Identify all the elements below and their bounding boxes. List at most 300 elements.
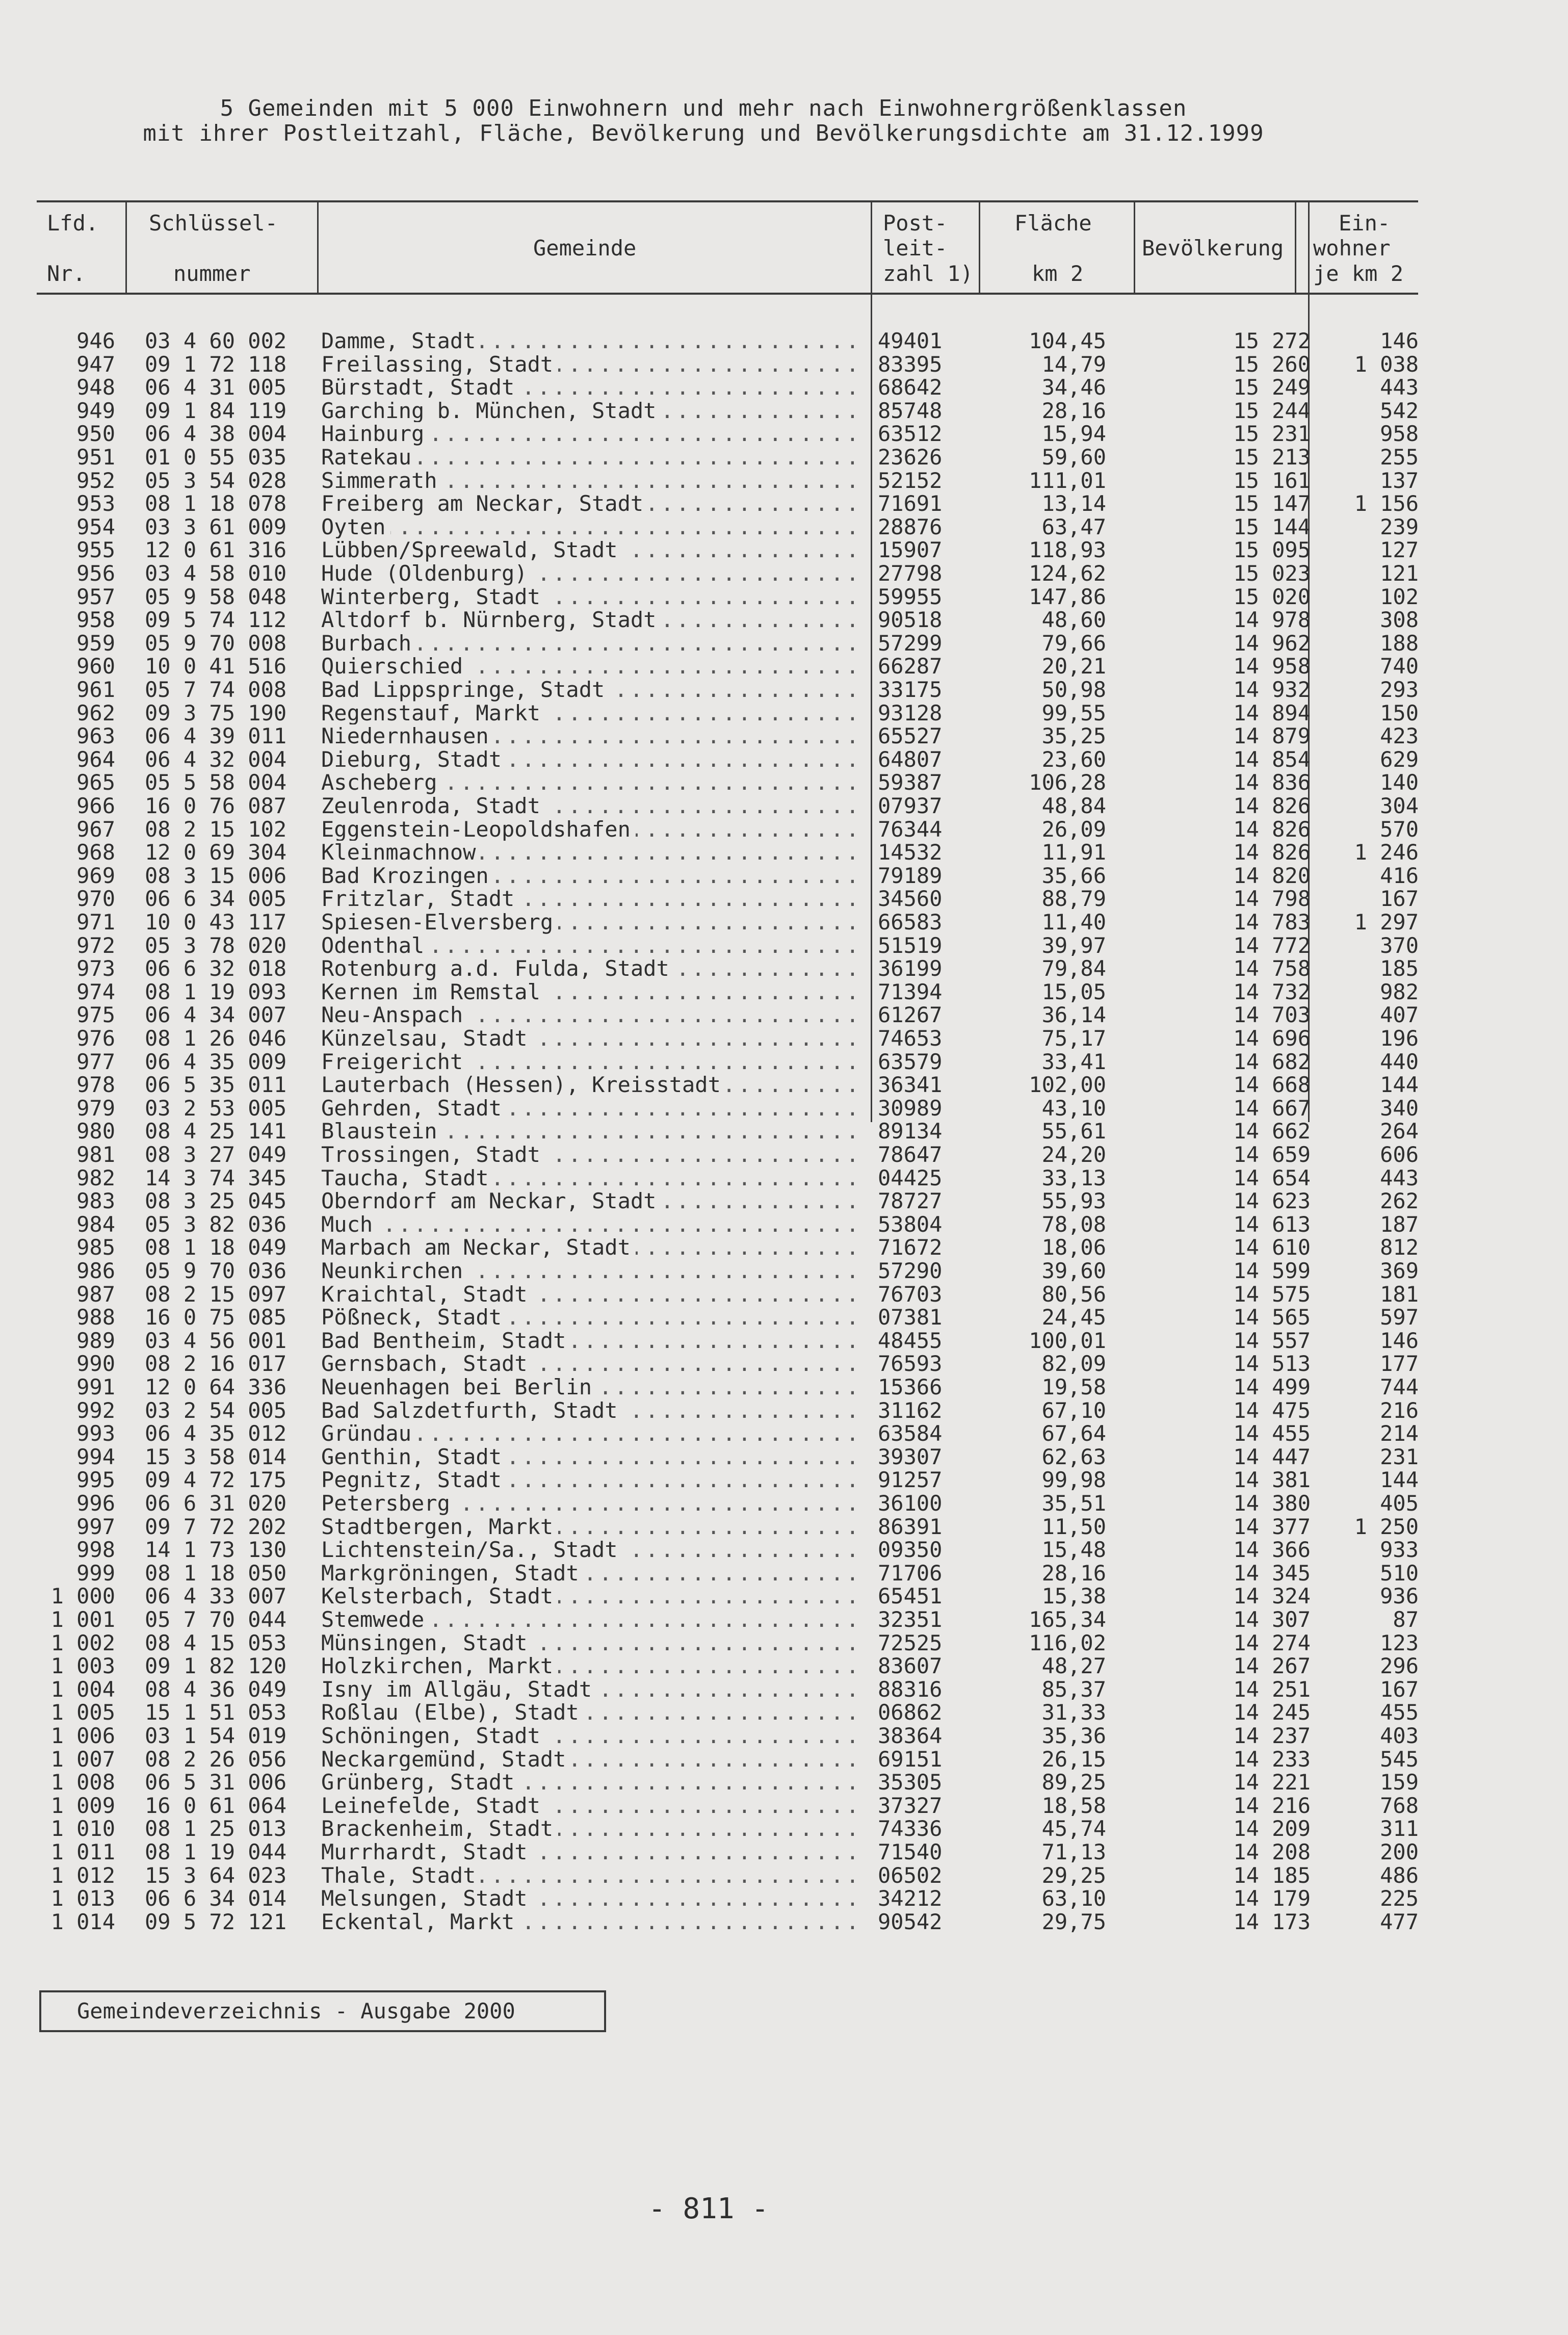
population-density: 369 [1380,1258,1419,1283]
population: 15 249 [1233,375,1311,400]
postal-code: 38364 [878,1723,943,1748]
header-key-1: Schlüssel- [149,211,278,236]
municipality-key: 05 9 70 036 [145,1258,287,1283]
municipality-name: Odenthal [321,934,429,957]
table-row [0,1492,1568,1515]
municipality-name: Gründau [321,1422,416,1445]
row-number: 1 009 [50,1793,115,1818]
postal-code: 15907 [878,537,943,563]
table-row [0,1562,1568,1585]
municipality-name: Neunkirchen [321,1259,468,1283]
area-km2: 20,21 [1041,654,1106,679]
area-km2: 104,45 [1029,328,1106,353]
area-km2: 11,91 [1041,840,1106,865]
table-row [0,1399,1568,1422]
municipality-name: Kelsterbach, Stadt [321,1585,558,1608]
municipality-key: 05 3 82 036 [145,1211,287,1237]
table-row [0,1422,1568,1445]
row-number: 997 [76,1514,115,1539]
postal-code: 31162 [878,1397,943,1423]
municipality-name-cell [321,748,861,771]
population: 14 251 [1233,1676,1311,1702]
municipality-name-cell [321,446,861,469]
municipality-name: Much [321,1213,378,1236]
population: 14 820 [1233,863,1311,888]
postal-code: 34560 [878,886,943,912]
area-km2: 67,64 [1041,1421,1106,1446]
municipality-key: 03 2 54 005 [145,1397,287,1423]
municipality-name: Eckental, Markt [321,1910,519,1934]
municipality-key: 06 5 35 011 [145,1072,287,1098]
postal-code: 71394 [878,979,943,1004]
postal-code: 07381 [878,1305,943,1330]
population: 14 659 [1233,1142,1311,1167]
population-density: 239 [1380,514,1419,539]
population: 15 260 [1233,351,1311,377]
header-name: Gemeinde [533,236,637,261]
row-number: 999 [76,1560,115,1586]
municipality-key: 09 1 72 118 [145,351,287,377]
municipality-key: 08 1 19 093 [145,979,287,1004]
row-number: 987 [76,1281,115,1307]
municipality-key: 03 4 56 001 [145,1328,287,1353]
municipality-key: 05 3 54 028 [145,468,287,493]
header-bottom-rule [37,293,1418,295]
municipality-name-cell [321,1724,861,1748]
municipality-key: 06 6 34 005 [145,886,287,912]
population-density: 440 [1380,1049,1419,1074]
row-number: 948 [76,375,115,400]
population: 14 978 [1233,607,1311,633]
area-km2: 23,60 [1041,746,1106,772]
postal-code: 71706 [878,1560,943,1586]
row-number: 1 013 [50,1886,115,1911]
population: 14 826 [1233,840,1311,865]
population-density: 982 [1380,979,1419,1004]
area-km2: 67,10 [1041,1397,1106,1423]
population: 15 023 [1233,561,1311,586]
row-number: 1 006 [50,1723,115,1748]
municipality-name: Dieburg, Stadt [321,748,507,771]
area-km2: 24,20 [1041,1142,1106,1167]
municipality-key: 03 4 58 010 [145,561,287,586]
municipality-key: 06 4 38 004 [145,421,287,447]
municipality-key: 09 7 72 202 [145,1514,287,1539]
municipality-name-cell [321,1608,861,1631]
population: 14 932 [1233,677,1311,702]
postal-code: 90518 [878,607,943,633]
population-density: 311 [1380,1816,1419,1841]
population: 14 185 [1233,1862,1311,1888]
municipality-name-cell [321,1306,861,1329]
page-number: - 811 - [648,2192,769,2225]
municipality-key: 16 0 75 085 [145,1305,287,1330]
area-km2: 85,37 [1041,1676,1106,1702]
table-row [0,422,1568,446]
area-km2: 50,98 [1041,677,1106,702]
population: 15 213 [1233,445,1311,470]
population-density: 121 [1380,561,1419,586]
row-number: 993 [76,1421,115,1446]
postal-code: 36341 [878,1072,943,1098]
municipality-name: Schöningen, Stadt [321,1724,545,1748]
table-row [0,608,1568,632]
population-density: 370 [1380,932,1419,958]
municipality-key: 08 1 19 044 [145,1839,287,1864]
postal-code: 65451 [878,1584,943,1609]
population: 14 610 [1233,1235,1311,1260]
population-density: 606 [1380,1142,1419,1167]
area-km2: 75,17 [1041,1026,1106,1051]
population-density: 768 [1380,1793,1419,1818]
area-km2: 35,66 [1041,863,1106,888]
postal-code: 33175 [878,677,943,702]
row-number: 1 007 [50,1746,115,1772]
municipality-name-cell [321,1585,861,1608]
table-row [0,841,1568,864]
row-number: 996 [76,1491,115,1516]
population-density: 262 [1380,1188,1419,1214]
municipality-name: Lichtenstein/Sa., Stadt [321,1538,623,1562]
postal-code: 85748 [878,398,943,423]
row-number: 983 [76,1188,115,1214]
municipality-name: Winterberg, Stadt [321,585,545,609]
row-number: 947 [76,351,115,377]
municipality-name: Pößneck, Stadt [321,1306,507,1329]
municipality-key: 06 6 34 014 [145,1886,287,1911]
postal-code: 68642 [878,375,943,400]
row-number: 962 [76,700,115,725]
area-km2: 55,93 [1041,1188,1106,1214]
postal-code: 71672 [878,1235,943,1260]
row-number: 986 [76,1258,115,1283]
postal-code: 63579 [878,1049,943,1074]
population: 15 020 [1233,584,1311,609]
municipality-key: 10 0 43 117 [145,910,287,935]
table-row [0,1236,1568,1259]
table-row [0,934,1568,957]
row-number: 1 011 [50,1839,115,1864]
municipality-key: 06 4 35 009 [145,1049,287,1074]
population-density: 744 [1380,1374,1419,1399]
population-density: 87 [1393,1607,1419,1632]
header-top-rule [37,200,1418,202]
municipality-key: 16 0 61 064 [145,1793,287,1818]
population: 14 654 [1233,1165,1311,1190]
row-number: 978 [76,1072,115,1098]
population-density: 933 [1380,1537,1419,1563]
table-row [0,980,1568,1004]
municipality-name: Gehrden, Stadt [321,1097,507,1120]
municipality-key: 12 0 64 336 [145,1374,287,1399]
population: 14 208 [1233,1839,1311,1864]
municipality-name-cell [321,1771,861,1794]
area-km2: 63,47 [1041,514,1106,539]
municipality-name: Spiesen-Elversberg [321,911,558,934]
municipality-name-cell [321,515,861,539]
header-area-2: km 2 [1032,261,1084,286]
population: 15 244 [1233,398,1311,423]
postal-code: 34212 [878,1886,943,1911]
postal-code: 57290 [878,1258,943,1283]
area-km2: 48,84 [1041,793,1106,818]
row-number: 950 [76,421,115,447]
population-density: 137 [1380,468,1419,493]
population: 14 455 [1233,1421,1311,1446]
municipality-name: Bürstadt, Stadt [321,376,519,399]
area-km2: 147,86 [1029,584,1106,609]
municipality-key: 09 1 84 119 [145,398,287,423]
municipality-key: 06 4 39 011 [145,723,287,749]
population-density: 102 [1380,584,1419,609]
postal-code: 83607 [878,1653,943,1679]
population: 15 095 [1233,537,1311,563]
population: 14 475 [1233,1397,1311,1423]
population-density: 150 [1380,700,1419,725]
area-km2: 24,45 [1041,1305,1106,1330]
area-km2: 63,10 [1041,1886,1106,1911]
row-number: 989 [76,1328,115,1353]
municipality-name: Künzelsau, Stadt [321,1027,533,1050]
municipality-name: Garching b. München, Stadt [321,399,661,423]
municipality-name-cell [321,980,861,1004]
population: 14 613 [1233,1211,1311,1237]
area-km2: 15,48 [1041,1537,1106,1563]
population: 14 879 [1233,723,1311,749]
table-row [0,724,1568,748]
population: 15 161 [1233,468,1311,493]
municipality-name: Marbach am Neckar, Stadt [321,1236,636,1259]
area-km2: 80,56 [1041,1281,1106,1307]
header-plz-1: Post- [883,211,948,236]
table-row [0,1306,1568,1329]
population-density: 403 [1380,1723,1419,1748]
municipality-name-cell [321,1492,861,1515]
municipality-key: 03 3 61 009 [145,514,287,539]
row-number: 953 [76,491,115,516]
municipality-name-cell [321,911,861,934]
population: 14 703 [1233,1002,1311,1028]
area-km2: 79,66 [1041,630,1106,656]
municipality-name: Grünberg, Stadt [321,1771,519,1794]
municipality-name: Regenstauf, Markt [321,702,545,725]
area-km2: 11,50 [1041,1514,1106,1539]
postal-code: 07937 [878,793,943,818]
population-density: 545 [1380,1746,1419,1772]
municipality-key: 08 1 26 046 [145,1026,287,1051]
municipality-key: 05 7 70 044 [145,1607,287,1632]
municipality-name-cell [321,1794,861,1818]
header-lfd-2: Nr. [47,261,86,286]
municipality-name-cell [321,1445,861,1469]
header-dens-2: wohner [1313,236,1391,261]
area-km2: 35,51 [1041,1491,1106,1516]
postal-code: 59387 [878,770,943,795]
postal-code: 39307 [878,1444,943,1469]
population-density: 231 [1380,1444,1419,1469]
municipality-name-cell [321,794,861,818]
population: 14 557 [1233,1328,1311,1353]
population-density: 740 [1380,654,1419,679]
row-number: 979 [76,1095,115,1121]
row-number: 966 [76,793,115,818]
municipality-name-cell [321,1236,861,1259]
area-km2: 118,93 [1029,537,1106,563]
table-row [0,702,1568,725]
population-density: 214 [1380,1421,1419,1446]
population-density: 958 [1380,421,1419,447]
row-number: 951 [76,445,115,470]
municipality-name-cell [321,1050,861,1074]
table-row [0,1050,1568,1074]
municipality-name-cell [321,771,861,794]
municipality-name-cell [321,934,861,957]
area-km2: 48,27 [1041,1653,1106,1679]
area-km2: 28,16 [1041,398,1106,423]
area-km2: 116,02 [1029,1630,1106,1655]
table-row [0,1166,1568,1190]
population-density: 542 [1380,398,1419,423]
area-km2: 124,62 [1029,561,1106,586]
row-number: 954 [76,514,115,539]
postal-code: 23626 [878,445,943,470]
table-row [0,1143,1568,1166]
header-dens-3: je km 2 [1313,261,1404,286]
table-row [0,353,1568,376]
municipality-key: 15 3 64 023 [145,1862,287,1888]
municipality-name-cell [321,1027,861,1050]
municipality-name: Petersberg [321,1492,455,1515]
municipality-name: Lübben/Spreewald, Stadt [321,538,623,562]
area-km2: 88,79 [1041,886,1106,912]
row-number: 1 001 [50,1607,115,1632]
municipality-name: Fritzlar, Stadt [321,887,519,911]
postal-code: 69151 [878,1746,943,1772]
municipality-key: 03 2 53 005 [145,1095,287,1121]
postal-code: 76344 [878,816,943,842]
table-row [0,1794,1568,1818]
municipality-name: Holzkirchen, Markt [321,1654,558,1678]
population-density: 477 [1380,1909,1419,1934]
municipality-name-cell [321,818,861,841]
col-divider-2 [317,201,319,293]
table-row [0,1864,1568,1887]
postal-code: 32351 [878,1607,943,1632]
postal-code: 93128 [878,700,943,725]
row-number: 970 [76,886,115,912]
municipality-name-cell [321,1097,861,1120]
row-number: 992 [76,1397,115,1423]
municipality-name: Bad Lippspringe, Stadt [321,678,610,702]
municipality-key: 08 1 18 049 [145,1235,287,1260]
area-km2: 100,01 [1029,1328,1106,1353]
postal-code: 63584 [878,1421,943,1446]
municipality-key: 08 4 36 049 [145,1676,287,1702]
municipality-name: Münsingen, Stadt [321,1631,533,1655]
municipality-name-cell [321,562,861,585]
area-km2: 78,08 [1041,1211,1106,1237]
row-number: 985 [76,1235,115,1260]
postal-code: 59955 [878,584,943,609]
postal-code: 14532 [878,840,943,865]
postal-code: 63512 [878,421,943,447]
population-density: 167 [1380,886,1419,912]
table-row [0,399,1568,423]
area-km2: 99,55 [1041,700,1106,725]
municipality-name-cell [321,841,861,864]
population: 14 345 [1233,1560,1311,1586]
table-title-line-1: 5 Gemeinden mit 5 000 Einwohnern und mehr nach Einwohnergrößenklassen [220,95,1187,121]
row-number: 994 [76,1444,115,1469]
table-row [0,1283,1568,1306]
population: 14 267 [1233,1653,1311,1679]
postal-code: 83395 [878,351,943,377]
header-key-2: nummer [173,261,251,286]
area-km2: 31,33 [1041,1700,1106,1725]
postal-code: 53804 [878,1211,943,1237]
population-density: 293 [1380,677,1419,702]
population: 14 836 [1233,770,1311,795]
municipality-name: Freigericht [321,1050,468,1074]
municipality-key: 06 4 33 007 [145,1584,287,1609]
table-row [0,1748,1568,1771]
municipality-name: Oyten [321,515,390,539]
postal-code: 90542 [878,1909,943,1934]
municipality-name-cell [321,864,861,888]
table-row [0,492,1568,515]
row-number: 1 008 [50,1770,115,1795]
table-row [0,1329,1568,1353]
population: 14 662 [1233,1119,1311,1144]
row-number: 946 [76,328,115,353]
area-km2: 55,61 [1041,1119,1106,1144]
table-row [0,1654,1568,1678]
population-density: 296 [1380,1653,1419,1679]
municipality-key: 08 4 15 053 [145,1630,287,1655]
population-density: 304 [1380,793,1419,818]
row-number: 959 [76,630,115,656]
municipality-name-cell [321,538,861,562]
table-row [0,376,1568,399]
row-number: 973 [76,956,115,981]
postal-code: 49401 [878,328,943,353]
table-row [0,632,1568,655]
table-row [0,1631,1568,1655]
population: 15 144 [1233,514,1311,539]
municipality-name: Stadtbergen, Markt [321,1515,558,1539]
municipality-name-cell [321,376,861,399]
municipality-key: 05 9 70 008 [145,630,287,656]
municipality-name: Leinefelde, Stadt [321,1794,545,1818]
population: 14 668 [1233,1072,1311,1098]
population-density: 423 [1380,723,1419,749]
population-density: 146 [1380,328,1419,353]
municipality-key: 08 1 18 050 [145,1560,287,1586]
municipality-name: Trossingen, Stadt [321,1143,545,1166]
table-row [0,1678,1568,1701]
municipality-key: 15 1 51 053 [145,1700,287,1725]
municipality-key: 08 1 25 013 [145,1816,287,1841]
municipality-name-cell [321,1259,861,1283]
table-row [0,329,1568,353]
row-number: 1 012 [50,1862,115,1888]
municipality-name-cell [321,1887,861,1910]
table-row [0,1724,1568,1748]
municipality-name: Freiberg am Neckar, Stadt [321,492,648,515]
municipality-name: Burbach [321,632,416,655]
row-number: 961 [76,677,115,702]
area-km2: 18,06 [1041,1235,1106,1260]
